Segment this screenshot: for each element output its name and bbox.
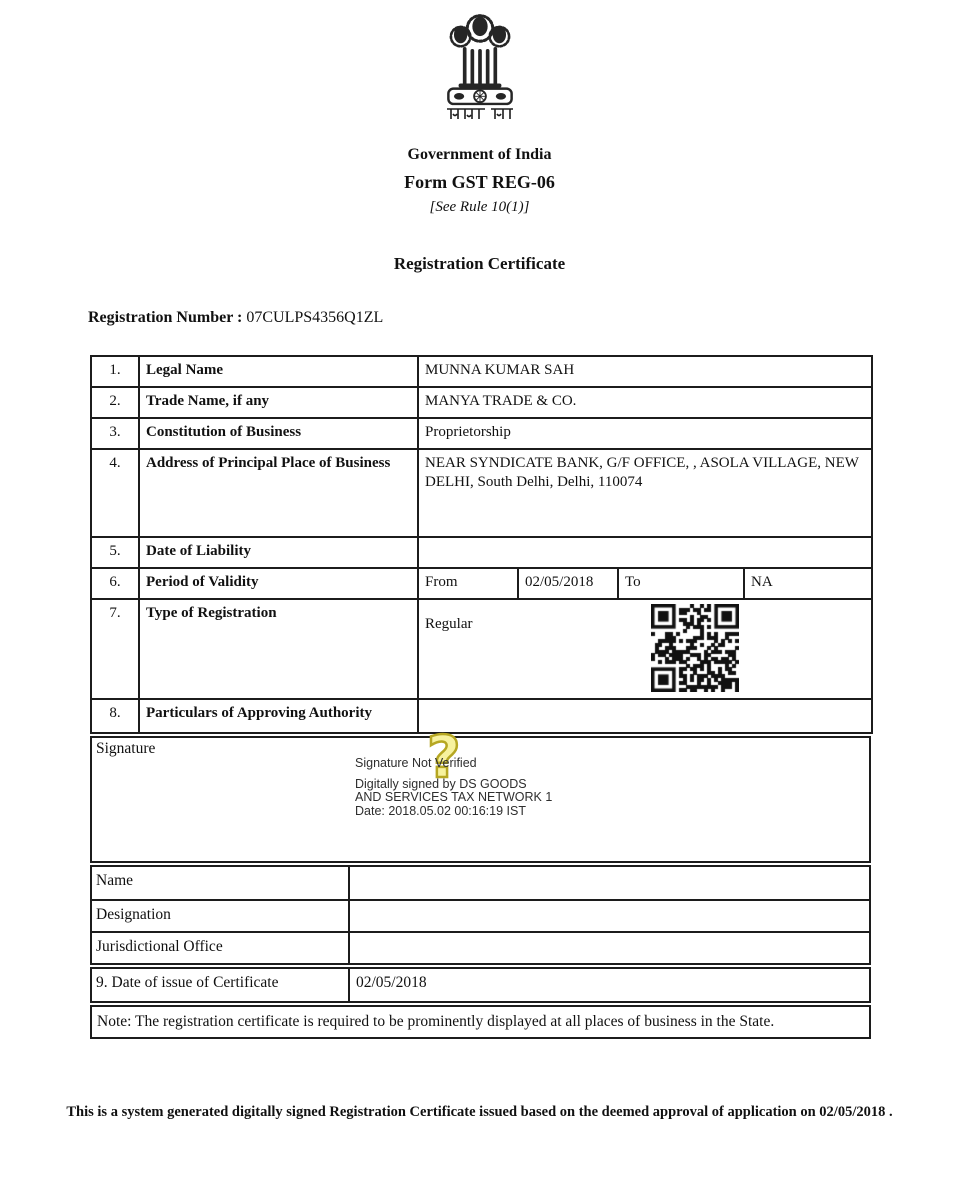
certificate-title: Registration Certificate: [393, 254, 566, 273]
validity-from-value: 02/05/2018: [518, 568, 618, 599]
qr-code: [651, 604, 739, 692]
jurisdiction-label: Jurisdictional Office: [92, 933, 350, 963]
validity-to-label: To: [618, 568, 744, 599]
row-number: 5.: [91, 537, 139, 568]
registration-number-label: Registration Number :: [88, 309, 243, 326]
date-issue-label: 9. Date of issue of Certificate: [92, 969, 350, 1001]
table-row: [91, 699, 872, 733]
validity-from-label: From: [418, 568, 518, 599]
jurisdiction-value: [350, 933, 869, 963]
row-value: [418, 699, 872, 733]
validity-to-value: NA: [744, 568, 872, 599]
details-table: [90, 355, 873, 734]
note-box: Note: The registration certificate is required to be prominently displayed at all places of business in the State.: [90, 1005, 871, 1039]
stamp-signed-by-1: Digitally signed by DS GOODS: [355, 776, 527, 791]
row-label: Address of Principal Place of Business: [139, 449, 418, 537]
government-heading: Government of India: [407, 146, 552, 163]
table-row: [91, 387, 872, 418]
row-value: NEAR SYNDICATE BANK, G/F OFFICE, , ASOLA VILLAGE, NEW DELHI, South Delhi, Delhi, 110074: [418, 449, 872, 537]
row-value: MUNNA KUMAR SAH: [418, 356, 872, 387]
row-number: 7.: [91, 599, 139, 699]
table-row-type: [91, 599, 872, 699]
row-number: 4.: [91, 449, 139, 537]
emblem-block: [0, 6, 959, 122]
signature-box: [90, 723, 871, 863]
row-number: 8.: [91, 699, 139, 733]
row-value: Proprietorship: [418, 418, 872, 449]
signature-question-mark-icon: ?: [427, 723, 461, 791]
row-value: MANYA TRADE & CO.: [418, 387, 872, 418]
row-value: [418, 537, 872, 568]
row-label: Type of Registration: [139, 599, 418, 699]
name-value: [350, 867, 869, 899]
row-number: 1.: [91, 356, 139, 387]
authority-table: [90, 865, 871, 965]
date-issue-value: 02/05/2018: [356, 974, 427, 991]
designation-value: [350, 901, 869, 931]
certificate-body: [90, 355, 871, 1039]
row-number: 2.: [91, 387, 139, 418]
row-label: Date of Liability: [139, 537, 418, 568]
stamp-signed-by-2: AND SERVICES TAX NETWORK 1: [355, 790, 553, 804]
emblem-motto-script: [445, 106, 515, 122]
jurisdiction-row: [92, 931, 869, 963]
footer-statement: This is a system generated digitally signed Registration Certificate issued based on the deemed approval of application on 02/05/2018 .: [66, 1104, 893, 1120]
table-row: [91, 537, 872, 568]
digital-signature-stamp: [355, 723, 595, 818]
date-issue-table: [90, 967, 871, 1003]
designation-row: [92, 899, 869, 931]
stamp-status: Signature Not Verified: [355, 756, 477, 770]
table-row: [91, 418, 872, 449]
row-label: Legal Name: [139, 356, 418, 387]
date-issue-row: [92, 969, 869, 1001]
table-row: [91, 449, 872, 537]
row-label: Particulars of Approving Authority: [139, 699, 418, 733]
row-label: Period of Validity: [139, 568, 418, 599]
designation-label: Designation: [92, 901, 350, 931]
rule-reference: [See Rule 10(1)]: [429, 199, 530, 215]
row-label: Constitution of Business: [139, 418, 418, 449]
row-number: 6.: [91, 568, 139, 599]
row-label: Trade Name, if any: [139, 387, 418, 418]
table-row: [91, 356, 872, 387]
name-row: [92, 867, 869, 899]
table-row-validity: [91, 568, 872, 599]
signature-label: Signature: [96, 740, 156, 757]
registration-number-value: 07CULPS4356Q1ZL: [246, 309, 384, 326]
ashoka-emblem-icon: [437, 6, 523, 106]
form-heading: Form GST REG-06: [404, 172, 555, 192]
row-number: 3.: [91, 418, 139, 449]
registration-number-line: [88, 309, 383, 327]
registration-type-value: Regular: [425, 616, 473, 632]
stamp-date: Date: 2018.05.02 00:16:19 IST: [355, 803, 526, 818]
row-value-cell: [418, 599, 872, 699]
name-label: Name: [92, 867, 350, 899]
